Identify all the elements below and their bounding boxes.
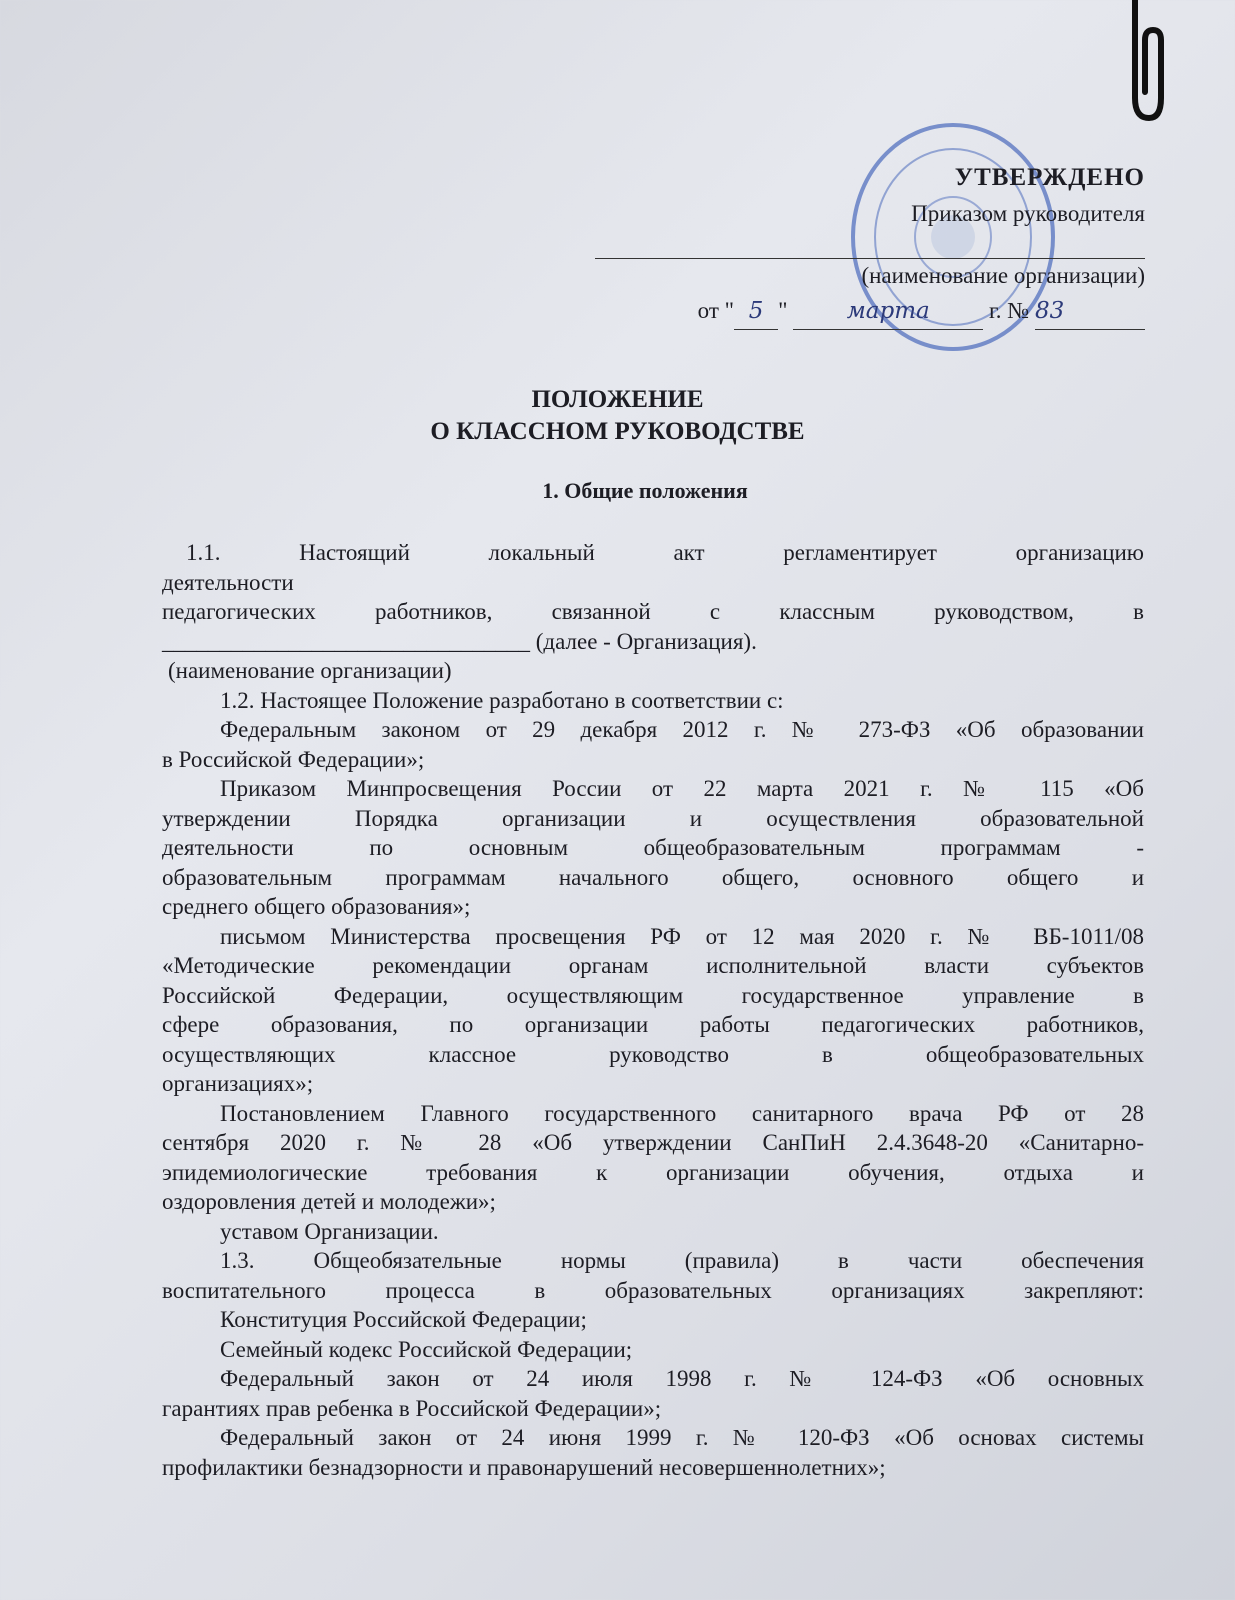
body-line: уставом Организации. bbox=[220, 1218, 439, 1244]
body-line: Приказом Минпросвещения России от 22 марта 2021 г. № 115 «Об bbox=[220, 776, 1144, 801]
organization-blank-line bbox=[595, 232, 1145, 259]
body-line: гарантиях прав ребенка в Российской Федерации»; bbox=[162, 1395, 662, 1421]
body-line: (наименование организации) bbox=[168, 658, 452, 683]
approval-date-line bbox=[585, 293, 1145, 330]
body-line: утверждении Порядка организации и осуществления образовательной bbox=[162, 805, 1144, 831]
body-line: 1.2. Настоящее Положение разработано в соответствии с: bbox=[220, 687, 784, 713]
approved-label: УТВЕРЖДЕНО bbox=[954, 164, 1145, 191]
document-body bbox=[162, 538, 1144, 1482]
body-line: воспитательного процесса в образовательных организациях закрепляют: bbox=[162, 1277, 1144, 1303]
body-line: в Российской Федерации»; bbox=[162, 746, 425, 772]
body-line: организациях»; bbox=[162, 1071, 314, 1096]
body-line: сфере образования, по организации работы педагогических работников, bbox=[162, 1012, 1144, 1037]
body-line: осуществляющих классное руководство в общеобразовательных bbox=[162, 1041, 1144, 1067]
body-line: среднего общего образования»; bbox=[162, 894, 471, 919]
body-line: профилактики безнадзорности и правонарушений несовершеннолетних»; bbox=[162, 1454, 886, 1480]
handwritten-number: 83 bbox=[1035, 293, 1145, 330]
date-quote: " bbox=[778, 298, 788, 323]
body-line: письмом Министерства просвещения РФ от 12 мая 2020 г. № ВБ-1011/08 bbox=[220, 923, 1144, 949]
body-line: Семейный кодекс Российской Федерации; bbox=[220, 1336, 633, 1362]
body-line: педагогических работников, связанной с классным руководством, в bbox=[162, 599, 1144, 624]
document-title bbox=[0, 384, 1235, 448]
paper-clip-icon bbox=[1113, 0, 1165, 128]
body-line: 1.3. Общеобязательные нормы (правила) в части обеспечения bbox=[220, 1248, 1144, 1273]
body-line: Федеральный закон от 24 июля 1998 г. № 124-ФЗ «Об основных bbox=[220, 1366, 1144, 1391]
date-prefix: от " bbox=[697, 298, 735, 323]
body-line: Федеральный закон от 24 июня 1999 г. № 120-ФЗ «Об основах системы bbox=[220, 1425, 1144, 1450]
approval-block bbox=[585, 160, 1145, 330]
body-line: Российской Федерации, осуществляющим государственное управление в bbox=[162, 982, 1144, 1008]
body-line: деятельности по основным общеобразовательным программам - bbox=[162, 835, 1144, 860]
body-line: Федеральным законом от 29 декабря 2012 г. № 273-ФЗ «Об образовании bbox=[220, 717, 1144, 742]
handwritten-month: марта bbox=[793, 293, 983, 330]
body-line: ________________________________ (далее - Организация). bbox=[162, 628, 757, 654]
handwritten-day: 5 bbox=[734, 293, 778, 330]
body-line: оздоровления детей и молодежи»; bbox=[162, 1189, 496, 1214]
section-heading: 1. Общие положения bbox=[542, 478, 748, 503]
title-line-1: ПОЛОЖЕНИЕ bbox=[531, 386, 704, 413]
body-line: образовательным программам начального общего, основного общего и bbox=[162, 864, 1144, 890]
body-line: 1.1. Настоящий локальный акт регламентирует организацию bbox=[186, 540, 1144, 565]
body-line: Постановлением Главного государственного санитарного врача РФ от 28 bbox=[220, 1100, 1144, 1126]
body-line: «Методические рекомендации органам исполнительной власти субъектов bbox=[162, 953, 1144, 978]
title-line-2: О КЛАССНОМ РУКОВОДСТВЕ bbox=[430, 418, 805, 445]
body-line: сентября 2020 г. № 28 «Об утверждении СанПиН 2.4.3648-20 «Санитарно- bbox=[162, 1130, 1144, 1155]
body-line: эпидемиологические требования к организации обучения, отдыха и bbox=[162, 1159, 1144, 1185]
body-line: деятельности bbox=[162, 569, 294, 595]
body-line: Конституция Российской Федерации; bbox=[220, 1307, 587, 1332]
organization-caption: (наименование организации) bbox=[861, 263, 1145, 288]
approved-by-order: Приказом руководителя bbox=[911, 201, 1145, 226]
year-number-label: г. № bbox=[988, 298, 1030, 323]
